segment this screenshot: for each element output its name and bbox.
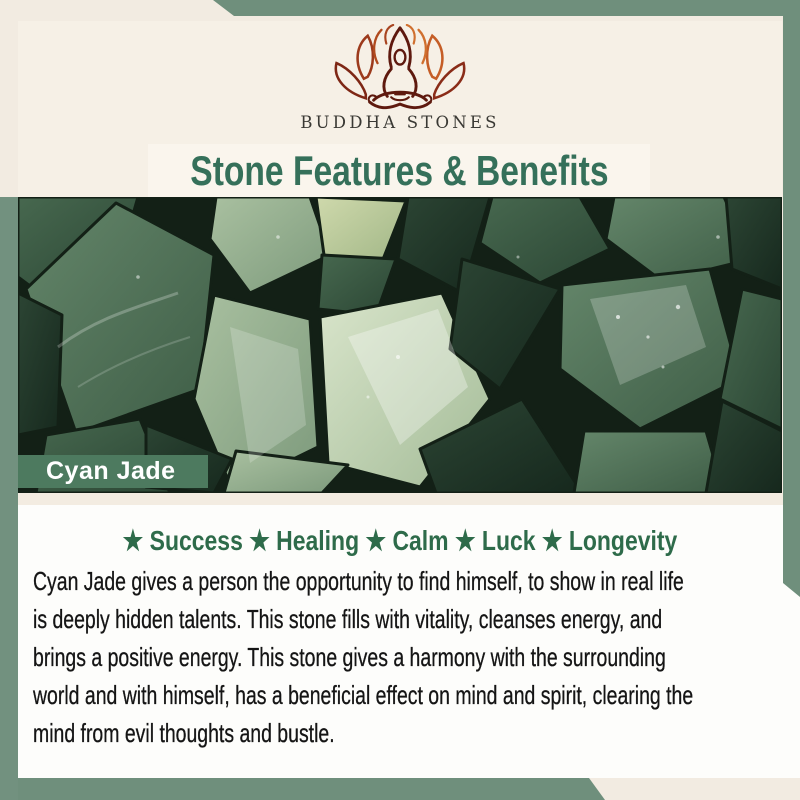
features-line: ★ Success ★ Healing ★ Calm ★ Luck ★ Longevity — [122, 525, 678, 556]
left-accent-bar — [0, 197, 18, 800]
description-line: brings a positive energy. This stone gives a harmony with the surrounding — [33, 642, 666, 672]
top-accent-bar — [0, 0, 800, 16]
jade-stones-photo — [18, 197, 782, 493]
photo-label-cyan-jade: Cyan Jade — [18, 455, 208, 488]
bottom-accent-bar — [18, 778, 605, 800]
section-title-box — [148, 144, 650, 197]
description-line: mind from evil thoughts and bustle. — [33, 718, 335, 748]
brand-name: BUDDHA STONES — [300, 113, 500, 132]
right-accent-bar — [783, 0, 800, 597]
lotus-meditation-icon — [325, 24, 475, 110]
brand-block — [0, 24, 800, 132]
section-title: Stone Features & Benefits — [189, 146, 609, 194]
description-paragraph — [33, 562, 781, 752]
description-line: is deeply hidden talents. This stone fills with vitality, cleanses energy, and — [33, 604, 663, 634]
jade-stones-illustration — [18, 197, 782, 493]
description-line: Cyan Jade gives a person the opportunity to find himself, to show in real life — [33, 566, 684, 596]
description-line: world and with himself, has a beneficial effect on mind and spirit, clearing the — [33, 680, 694, 710]
cream-divider-band — [18, 493, 800, 505]
